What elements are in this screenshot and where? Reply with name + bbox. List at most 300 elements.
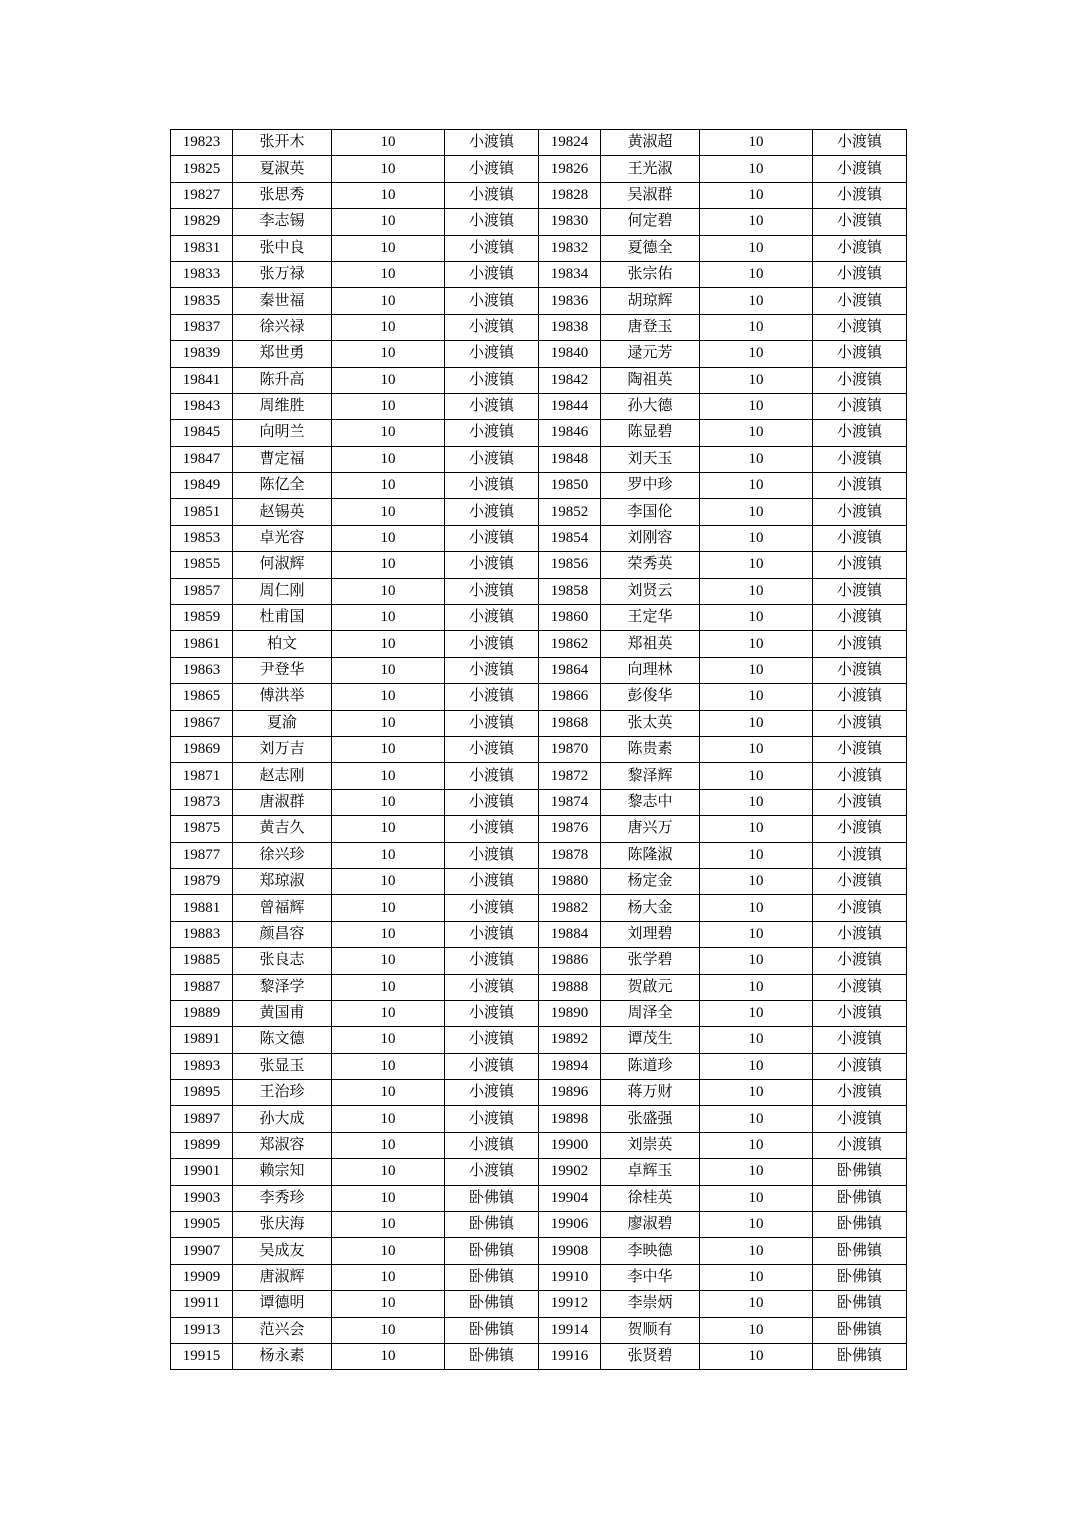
cell-town: 小渡镇 <box>813 842 907 868</box>
cell-town: 卧佛镇 <box>445 1185 539 1211</box>
cell-town: 小渡镇 <box>445 499 539 525</box>
cell-id: 19834 <box>539 261 601 287</box>
cell-id: 19853 <box>171 525 233 551</box>
cell-id: 19842 <box>539 367 601 393</box>
cell-amount: 10 <box>700 367 813 393</box>
cell-name: 吴淑群 <box>601 182 700 208</box>
cell-id: 19868 <box>539 710 601 736</box>
cell-name: 徐桂英 <box>601 1185 700 1211</box>
cell-name: 徐兴禄 <box>233 314 332 340</box>
cell-id: 19827 <box>171 182 233 208</box>
table-row <box>171 341 907 367</box>
cell-town: 小渡镇 <box>445 974 539 1000</box>
cell-id: 19887 <box>171 974 233 1000</box>
cell-town: 小渡镇 <box>445 763 539 789</box>
cell-town: 卧佛镇 <box>445 1317 539 1343</box>
cell-amount: 10 <box>700 341 813 367</box>
cell-name: 郑世勇 <box>233 341 332 367</box>
cell-town: 小渡镇 <box>813 130 907 156</box>
table-row <box>171 420 907 446</box>
cell-amount: 10 <box>700 1185 813 1211</box>
cell-name: 李秀珍 <box>233 1185 332 1211</box>
cell-name: 张思秀 <box>233 182 332 208</box>
cell-name: 唐淑辉 <box>233 1264 332 1290</box>
cell-amount: 10 <box>332 895 445 921</box>
cell-name: 赵锡英 <box>233 499 332 525</box>
cell-id: 19905 <box>171 1212 233 1238</box>
cell-id: 19863 <box>171 657 233 683</box>
cell-id: 19852 <box>539 499 601 525</box>
table-row <box>171 1027 907 1053</box>
cell-town: 小渡镇 <box>813 684 907 710</box>
cell-amount: 10 <box>332 1159 445 1185</box>
cell-town: 小渡镇 <box>445 420 539 446</box>
cell-name: 夏渝 <box>233 710 332 736</box>
cell-town: 小渡镇 <box>813 868 907 894</box>
cell-name: 范兴会 <box>233 1317 332 1343</box>
cell-name: 陈显碧 <box>601 420 700 446</box>
table-row <box>171 1317 907 1343</box>
table-row <box>171 1238 907 1264</box>
table-row <box>171 499 907 525</box>
table-row <box>171 1159 907 1185</box>
cell-amount: 10 <box>332 657 445 683</box>
cell-amount: 10 <box>700 1291 813 1317</box>
cell-name: 张中良 <box>233 235 332 261</box>
cell-id: 19886 <box>539 948 601 974</box>
cell-name: 刘崇英 <box>601 1132 700 1158</box>
cell-name: 周仁刚 <box>233 578 332 604</box>
table-row <box>171 763 907 789</box>
cell-id: 19892 <box>539 1027 601 1053</box>
cell-amount: 10 <box>332 446 445 472</box>
cell-name: 何定碧 <box>601 209 700 235</box>
cell-id: 19875 <box>171 816 233 842</box>
cell-amount: 10 <box>332 868 445 894</box>
cell-amount: 10 <box>700 552 813 578</box>
cell-id: 19858 <box>539 578 601 604</box>
cell-name: 李崇炳 <box>601 1291 700 1317</box>
cell-name: 徐兴珍 <box>233 842 332 868</box>
cell-name: 陶祖英 <box>601 367 700 393</box>
cell-id: 19846 <box>539 420 601 446</box>
cell-amount: 10 <box>700 1343 813 1369</box>
table-row <box>171 209 907 235</box>
cell-id: 19829 <box>171 209 233 235</box>
cell-id: 19833 <box>171 261 233 287</box>
table-row <box>171 1343 907 1369</box>
cell-name: 吴成友 <box>233 1238 332 1264</box>
cell-id: 19881 <box>171 895 233 921</box>
cell-town: 小渡镇 <box>813 552 907 578</box>
cell-id: 19884 <box>539 921 601 947</box>
cell-town: 小渡镇 <box>445 1000 539 1026</box>
cell-id: 19831 <box>171 235 233 261</box>
table-row <box>171 1080 907 1106</box>
cell-town: 小渡镇 <box>445 921 539 947</box>
cell-name: 周维胜 <box>233 393 332 419</box>
cell-id: 19859 <box>171 605 233 631</box>
cell-town: 小渡镇 <box>813 525 907 551</box>
cell-amount: 10 <box>700 393 813 419</box>
cell-name: 王定华 <box>601 605 700 631</box>
cell-amount: 10 <box>700 710 813 736</box>
cell-town: 小渡镇 <box>445 156 539 182</box>
cell-amount: 10 <box>700 525 813 551</box>
table-row <box>171 261 907 287</box>
table-row <box>171 657 907 683</box>
cell-town: 小渡镇 <box>813 948 907 974</box>
cell-town: 卧佛镇 <box>813 1185 907 1211</box>
cell-amount: 10 <box>332 763 445 789</box>
cell-town: 小渡镇 <box>445 341 539 367</box>
cell-name: 郑琼淑 <box>233 868 332 894</box>
cell-name: 傅洪举 <box>233 684 332 710</box>
cell-town: 小渡镇 <box>445 182 539 208</box>
cell-name: 谭德明 <box>233 1291 332 1317</box>
cell-town: 小渡镇 <box>813 605 907 631</box>
table-row <box>171 578 907 604</box>
cell-amount: 10 <box>700 314 813 340</box>
cell-amount: 10 <box>332 156 445 182</box>
cell-name: 贺啟元 <box>601 974 700 1000</box>
cell-town: 小渡镇 <box>813 156 907 182</box>
cell-town: 小渡镇 <box>813 921 907 947</box>
cell-id: 19869 <box>171 736 233 762</box>
cell-amount: 10 <box>332 235 445 261</box>
cell-amount: 10 <box>700 1212 813 1238</box>
cell-town: 小渡镇 <box>813 367 907 393</box>
cell-amount: 10 <box>700 578 813 604</box>
table-row <box>171 288 907 314</box>
cell-name: 张显玉 <box>233 1053 332 1079</box>
cell-town: 小渡镇 <box>813 182 907 208</box>
cell-id: 19897 <box>171 1106 233 1132</box>
cell-name: 张庆海 <box>233 1212 332 1238</box>
table-row <box>171 156 907 182</box>
cell-name: 刘天玉 <box>601 446 700 472</box>
cell-id: 19836 <box>539 288 601 314</box>
cell-amount: 10 <box>700 130 813 156</box>
cell-amount: 10 <box>332 974 445 1000</box>
cell-amount: 10 <box>700 420 813 446</box>
cell-amount: 10 <box>332 261 445 287</box>
cell-name: 杨大金 <box>601 895 700 921</box>
cell-id: 19824 <box>539 130 601 156</box>
cell-name: 赖宗知 <box>233 1159 332 1185</box>
cell-amount: 10 <box>332 1343 445 1369</box>
table-row <box>171 948 907 974</box>
cell-name: 逯元芳 <box>601 341 700 367</box>
cell-amount: 10 <box>700 1080 813 1106</box>
cell-town: 小渡镇 <box>445 948 539 974</box>
cell-town: 小渡镇 <box>813 1053 907 1079</box>
cell-id: 19870 <box>539 736 601 762</box>
cell-town: 小渡镇 <box>813 1027 907 1053</box>
cell-name: 刘刚容 <box>601 525 700 551</box>
cell-town: 小渡镇 <box>445 1159 539 1185</box>
cell-town: 小渡镇 <box>813 235 907 261</box>
cell-name: 黎志中 <box>601 789 700 815</box>
cell-id: 19873 <box>171 789 233 815</box>
cell-amount: 10 <box>332 473 445 499</box>
cell-town: 小渡镇 <box>813 816 907 842</box>
cell-amount: 10 <box>332 341 445 367</box>
cell-id: 19879 <box>171 868 233 894</box>
cell-amount: 10 <box>332 1238 445 1264</box>
cell-id: 19838 <box>539 314 601 340</box>
cell-town: 卧佛镇 <box>445 1238 539 1264</box>
cell-town: 卧佛镇 <box>445 1264 539 1290</box>
cell-id: 19899 <box>171 1132 233 1158</box>
cell-id: 19888 <box>539 974 601 1000</box>
cell-name: 胡琼辉 <box>601 288 700 314</box>
table-row <box>171 684 907 710</box>
cell-id: 19850 <box>539 473 601 499</box>
cell-amount: 10 <box>700 1000 813 1026</box>
cell-amount: 10 <box>332 393 445 419</box>
cell-name: 黄淑超 <box>601 130 700 156</box>
cell-name: 秦世福 <box>233 288 332 314</box>
cell-name: 孙大成 <box>233 1106 332 1132</box>
cell-id: 19878 <box>539 842 601 868</box>
cell-town: 小渡镇 <box>813 631 907 657</box>
cell-amount: 10 <box>700 868 813 894</box>
cell-amount: 10 <box>332 130 445 156</box>
cell-amount: 10 <box>700 261 813 287</box>
table-row <box>171 631 907 657</box>
cell-id: 19910 <box>539 1264 601 1290</box>
cell-amount: 10 <box>332 1000 445 1026</box>
cell-id: 19907 <box>171 1238 233 1264</box>
cell-town: 小渡镇 <box>445 657 539 683</box>
cell-name: 陈隆淑 <box>601 842 700 868</box>
cell-name: 杨定金 <box>601 868 700 894</box>
cell-id: 19871 <box>171 763 233 789</box>
cell-town: 小渡镇 <box>445 1132 539 1158</box>
cell-id: 19896 <box>539 1080 601 1106</box>
cell-name: 郑祖英 <box>601 631 700 657</box>
table-row <box>171 710 907 736</box>
cell-id: 19847 <box>171 446 233 472</box>
cell-amount: 10 <box>700 657 813 683</box>
cell-amount: 10 <box>332 948 445 974</box>
cell-town: 小渡镇 <box>445 367 539 393</box>
cell-town: 卧佛镇 <box>813 1343 907 1369</box>
cell-amount: 10 <box>332 525 445 551</box>
cell-amount: 10 <box>332 1317 445 1343</box>
cell-id: 19890 <box>539 1000 601 1026</box>
cell-amount: 10 <box>332 552 445 578</box>
cell-town: 小渡镇 <box>445 842 539 868</box>
cell-id: 19893 <box>171 1053 233 1079</box>
cell-amount: 10 <box>332 605 445 631</box>
cell-name: 王光淑 <box>601 156 700 182</box>
cell-town: 小渡镇 <box>813 710 907 736</box>
cell-amount: 10 <box>332 1132 445 1158</box>
cell-id: 19883 <box>171 921 233 947</box>
cell-name: 廖淑碧 <box>601 1212 700 1238</box>
table-row <box>171 130 907 156</box>
cell-amount: 10 <box>332 209 445 235</box>
cell-name: 贺顺有 <box>601 1317 700 1343</box>
cell-name: 向理林 <box>601 657 700 683</box>
roster-table <box>170 129 907 1370</box>
cell-name: 陈文德 <box>233 1027 332 1053</box>
cell-amount: 10 <box>700 446 813 472</box>
cell-town: 小渡镇 <box>813 261 907 287</box>
cell-town: 小渡镇 <box>445 552 539 578</box>
cell-town: 小渡镇 <box>445 314 539 340</box>
table-row <box>171 552 907 578</box>
cell-town: 小渡镇 <box>813 1132 907 1158</box>
cell-amount: 10 <box>332 499 445 525</box>
cell-amount: 10 <box>700 684 813 710</box>
cell-amount: 10 <box>700 631 813 657</box>
cell-town: 卧佛镇 <box>445 1343 539 1369</box>
cell-id: 19832 <box>539 235 601 261</box>
table-row <box>171 1264 907 1290</box>
table-row <box>171 393 907 419</box>
cell-id: 19916 <box>539 1343 601 1369</box>
cell-town: 小渡镇 <box>445 895 539 921</box>
cell-id: 19904 <box>539 1185 601 1211</box>
cell-name: 孙大德 <box>601 393 700 419</box>
table-body <box>171 130 907 1370</box>
cell-name: 李志锡 <box>233 209 332 235</box>
cell-id: 19837 <box>171 314 233 340</box>
cell-name: 黄吉久 <box>233 816 332 842</box>
cell-name: 唐淑群 <box>233 789 332 815</box>
cell-name: 张宗佑 <box>601 261 700 287</box>
cell-town: 小渡镇 <box>445 525 539 551</box>
cell-name: 曹定福 <box>233 446 332 472</box>
cell-town: 小渡镇 <box>445 1080 539 1106</box>
cell-name: 陈升高 <box>233 367 332 393</box>
cell-town: 小渡镇 <box>445 235 539 261</box>
table-row <box>171 182 907 208</box>
cell-name: 蒋万财 <box>601 1080 700 1106</box>
cell-name: 李中华 <box>601 1264 700 1290</box>
cell-id: 19864 <box>539 657 601 683</box>
cell-town: 小渡镇 <box>813 578 907 604</box>
cell-id: 19849 <box>171 473 233 499</box>
cell-name: 杨永素 <box>233 1343 332 1369</box>
cell-id: 19844 <box>539 393 601 419</box>
table-row <box>171 605 907 631</box>
cell-name: 黄国甫 <box>233 1000 332 1026</box>
cell-id: 19866 <box>539 684 601 710</box>
cell-id: 19865 <box>171 684 233 710</box>
cell-name: 张学碧 <box>601 948 700 974</box>
cell-id: 19895 <box>171 1080 233 1106</box>
cell-town: 小渡镇 <box>445 446 539 472</box>
cell-town: 小渡镇 <box>445 868 539 894</box>
cell-amount: 10 <box>700 605 813 631</box>
cell-id: 19857 <box>171 578 233 604</box>
cell-id: 19889 <box>171 1000 233 1026</box>
table-row <box>171 1185 907 1211</box>
cell-amount: 10 <box>332 1080 445 1106</box>
cell-amount: 10 <box>332 1185 445 1211</box>
cell-town: 小渡镇 <box>445 1053 539 1079</box>
cell-amount: 10 <box>332 578 445 604</box>
cell-name: 张盛强 <box>601 1106 700 1132</box>
table-row <box>171 473 907 499</box>
cell-amount: 10 <box>700 1132 813 1158</box>
cell-town: 卧佛镇 <box>813 1159 907 1185</box>
cell-town: 小渡镇 <box>445 789 539 815</box>
cell-id: 19872 <box>539 763 601 789</box>
cell-town: 小渡镇 <box>813 1080 907 1106</box>
cell-amount: 10 <box>700 816 813 842</box>
table-row <box>171 367 907 393</box>
cell-id: 19830 <box>539 209 601 235</box>
cell-id: 19906 <box>539 1212 601 1238</box>
table-row <box>171 895 907 921</box>
cell-amount: 10 <box>700 288 813 314</box>
cell-town: 卧佛镇 <box>813 1212 907 1238</box>
cell-amount: 10 <box>700 921 813 947</box>
cell-id: 19823 <box>171 130 233 156</box>
cell-name: 张贤碧 <box>601 1343 700 1369</box>
cell-town: 小渡镇 <box>813 763 907 789</box>
cell-amount: 10 <box>700 895 813 921</box>
cell-amount: 10 <box>332 842 445 868</box>
cell-amount: 10 <box>332 710 445 736</box>
cell-id: 19891 <box>171 1027 233 1053</box>
cell-name: 柏文 <box>233 631 332 657</box>
cell-name: 刘理碧 <box>601 921 700 947</box>
cell-town: 卧佛镇 <box>813 1291 907 1317</box>
cell-amount: 10 <box>332 288 445 314</box>
cell-id: 19914 <box>539 1317 601 1343</box>
cell-id: 19898 <box>539 1106 601 1132</box>
cell-name: 尹登华 <box>233 657 332 683</box>
cell-id: 19848 <box>539 446 601 472</box>
cell-town: 小渡镇 <box>445 578 539 604</box>
cell-amount: 10 <box>332 631 445 657</box>
cell-town: 小渡镇 <box>813 789 907 815</box>
cell-amount: 10 <box>332 1053 445 1079</box>
cell-town: 小渡镇 <box>445 631 539 657</box>
cell-id: 19843 <box>171 393 233 419</box>
cell-id: 19854 <box>539 525 601 551</box>
cell-amount: 10 <box>332 684 445 710</box>
cell-name: 王治珍 <box>233 1080 332 1106</box>
cell-town: 小渡镇 <box>445 816 539 842</box>
cell-name: 张良志 <box>233 948 332 974</box>
table-row <box>171 1291 907 1317</box>
cell-amount: 10 <box>700 736 813 762</box>
cell-amount: 10 <box>332 789 445 815</box>
table-row <box>171 842 907 868</box>
cell-amount: 10 <box>700 1027 813 1053</box>
cell-id: 19840 <box>539 341 601 367</box>
cell-id: 19911 <box>171 1291 233 1317</box>
cell-town: 小渡镇 <box>813 1000 907 1026</box>
cell-name: 唐兴万 <box>601 816 700 842</box>
cell-town: 小渡镇 <box>445 736 539 762</box>
cell-name: 夏淑英 <box>233 156 332 182</box>
cell-name: 杜甫国 <box>233 605 332 631</box>
cell-amount: 10 <box>332 314 445 340</box>
cell-id: 19874 <box>539 789 601 815</box>
cell-name: 陈道珍 <box>601 1053 700 1079</box>
cell-id: 19860 <box>539 605 601 631</box>
cell-id: 19826 <box>539 156 601 182</box>
cell-name: 陈亿全 <box>233 473 332 499</box>
